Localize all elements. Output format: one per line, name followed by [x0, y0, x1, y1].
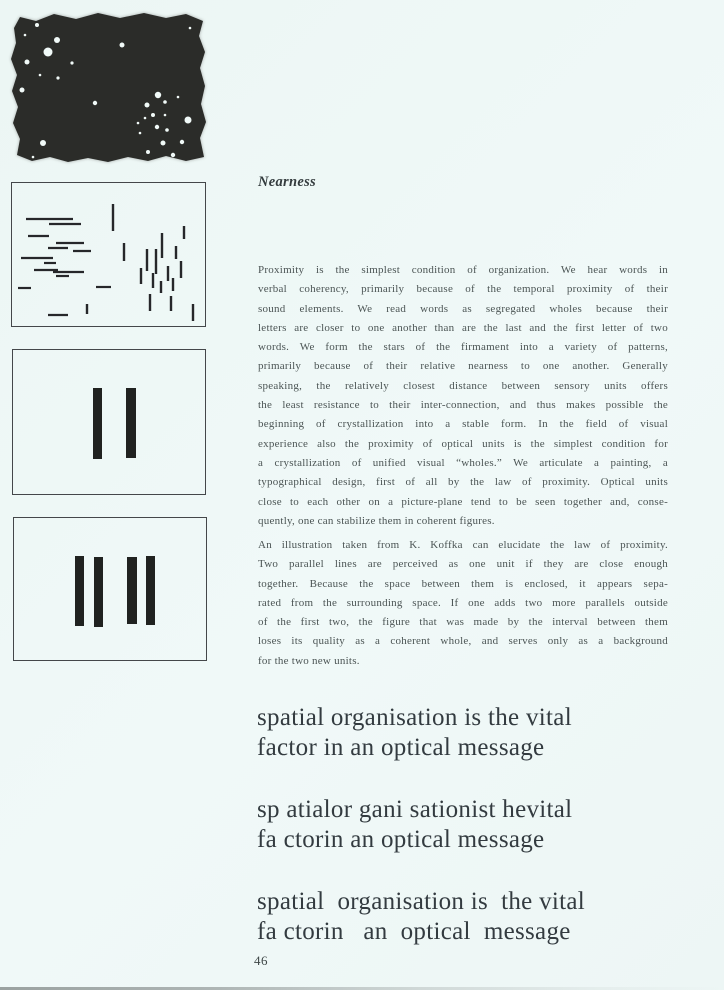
figure-shape — [180, 140, 184, 144]
figure-shape — [161, 141, 166, 146]
text-line: of the first two, the figure that was made by the interval between them — [258, 616, 668, 629]
text-line: the least resistance to their inter-connection, and thus makes possible the — [258, 399, 668, 412]
text-line: fa ctorin an optical message — [257, 825, 545, 853]
figure-shape — [93, 388, 102, 459]
text-line: close to each other on a picture-plane tend to be seen together and, conse- — [258, 495, 668, 508]
figure-shape — [177, 96, 180, 99]
figure-shape — [164, 114, 167, 117]
figure-shape — [54, 37, 60, 43]
text-line: spatial organisation is the vital — [257, 888, 586, 915]
text-line: letters are closer to one another than are the last and the first letter of two — [258, 321, 668, 334]
body-paragraph-proximity — [258, 261, 668, 531]
starfield-figure — [8, 8, 208, 166]
text-line: together. Because the space between them is enclosed, it appears sepa- — [258, 577, 668, 590]
figure-shape — [171, 153, 175, 157]
figure-shape — [120, 43, 125, 48]
night-sky-shape — [11, 13, 206, 162]
text-line: verbal coherency, primarily because of the temporal proximity of their — [258, 283, 668, 296]
figure-shape — [146, 150, 150, 154]
figure-shape — [137, 122, 140, 125]
line-cluster-figure — [11, 182, 206, 327]
figure-shape — [32, 156, 35, 159]
figure-shape — [93, 101, 97, 105]
figure-shape — [56, 76, 59, 79]
text-line: a crystallization of unified visual “wholes.” We articulate a painting, a — [258, 456, 668, 469]
figure-shape — [146, 556, 155, 625]
text-line: typographical design, first of all by the law of proximity. Optical units — [258, 476, 668, 489]
figure-shape — [155, 125, 159, 129]
text-line: for the two new units. — [258, 654, 360, 667]
text-line: Proximity is the simplest condition of organization. We hear words in — [258, 264, 668, 276]
figure-shape — [75, 556, 84, 626]
figure-shape — [44, 48, 53, 57]
figure-shape — [40, 140, 46, 146]
line-cluster-image — [12, 183, 205, 326]
body-paragraph-koffka — [258, 536, 668, 671]
page-number: 46 — [254, 953, 268, 968]
text-line: sp atialor gani sationist hevital — [257, 796, 573, 823]
text-line: primarily because of their relative nearness to one another. Generally — [258, 360, 668, 373]
text-line: words. We form the stars of the firmament into a variety of patterns, — [258, 341, 668, 354]
figure-shape — [70, 61, 73, 64]
text-line: fa ctorin an optical message — [257, 917, 571, 945]
text-line: An illustration taken from K. Koffka can elucidate the law of proximity. — [258, 539, 668, 551]
figure-shape — [189, 27, 192, 30]
figure-shape — [20, 88, 25, 93]
figure-shape — [144, 117, 147, 120]
text-line: loses its quality as a coherent whole, and serves only as a background — [258, 635, 668, 648]
text-line: spatial organisation is the vital — [257, 704, 572, 731]
text-line: Two parallel lines are perceived as one unit if they are close enough — [258, 558, 668, 571]
text-line: beginning of crystallization into a stable form. In the field of visual — [258, 418, 668, 431]
display-text-normal-spacing — [257, 703, 572, 762]
display-text-mixed-spacing — [257, 887, 585, 946]
figure-shape — [163, 100, 167, 104]
text-line: quently, one can stabilize them in coherent figures. — [258, 514, 495, 527]
figure-shape — [126, 388, 136, 458]
display-text-wrong-grouping — [257, 795, 572, 854]
figure-shape — [39, 74, 42, 77]
figure-shape — [139, 132, 142, 135]
figure-shape — [155, 92, 161, 98]
figure-shape — [165, 128, 169, 132]
text-line: experience also the proximity of optical units is the simplest condition for — [258, 437, 668, 450]
two-bars-figure — [12, 349, 206, 495]
text-line: speaking, the relatively closest distance between sensory units offers — [258, 379, 668, 392]
starfield-image — [8, 8, 208, 166]
figure-shape — [94, 557, 103, 627]
text-line: sound elements. We read words as segregated wholes because their — [258, 302, 668, 315]
figure-shape — [24, 34, 27, 37]
figure-shape — [25, 60, 30, 65]
text-line: rated from the surrounding space. If one adds two more parallels outside — [258, 596, 668, 609]
figure-shape — [145, 103, 150, 108]
figure-shape — [127, 557, 137, 624]
four-bars-image — [14, 518, 206, 660]
section-heading: Nearness — [258, 174, 316, 190]
figure-shape — [151, 113, 155, 117]
four-bars-figure — [13, 517, 207, 661]
two-bars-image — [13, 350, 205, 494]
figure-shape — [35, 23, 39, 27]
figure-shape — [185, 117, 192, 124]
text-line: factor in an optical message — [257, 733, 545, 761]
